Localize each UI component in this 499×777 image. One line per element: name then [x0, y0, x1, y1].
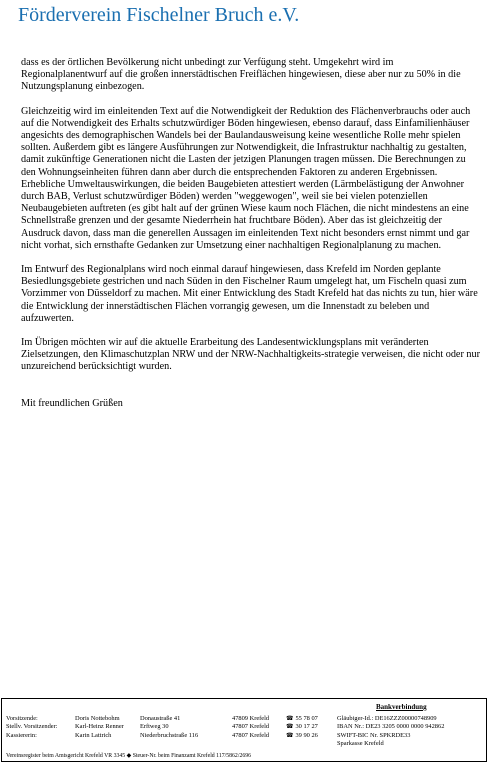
paragraph: Im Entwurf des Regionalplans wird noch einmal darauf hingewiesen, dass Krefeld im Norden geplante Besiedlungsgebiete gestrichen und nach Süden in den Fischelner Raum umgelegt hat, um Fischeln quasi zum Vorzimmer von Düsseldorf zu machen. Mit einer Entwicklung des Stadt Krefeld hat das nichts zu tun, hier wäre die Entwicklung der innerstädtischen Flächen vorrangig gewesen, um die Innenstadt zu beleben und aufzuwerten. — [21, 264, 478, 324]
footer-streets — [140, 715, 198, 740]
footer-phones — [286, 715, 318, 740]
bank-details — [337, 715, 444, 749]
telephone-icon: ☎ — [286, 732, 294, 739]
page-title: Förderverein Fischelner Bruch e.V. — [18, 4, 300, 26]
paragraph: Im Übrigen möchten wir auf die aktuelle Erarbeitung des Landesentwicklungsplans mit veränderten Zielsetzungen, den Klimaschutzplan NRW und der NRW-Nachhaltigkeits-strategie verweisen, die nicht oder nur unzureichend berücksichtigt wurden. — [21, 337, 480, 373]
paragraph: Gleichzeitig wird im einleitenden Text auf die Notwendigkeit der Reduktion des Flächenverbrauchs oder auch auf die Notwendigkeit des Erhalts schutzwürdiger Böden hingewiesen, ebenso darauf, dass Einfamilienhäuser angesichts des demographischen Wandels bei der Baulandausweisung keine wesentliche Rolle mehr spielen sollten. Außerdem gibt es längere Ausführungen zur Notwendigkeit, die Infrastruktur nachhaltig zu gestalten, damit zukünftige Generationen nicht die Lasten der jetzigen Planungen tragen müssen. Die Berechnungen zu den Wohnungseinheiten führen dann aber durch die entsprechenden Faktoren zu anderen Ergebnissen. Erhebliche Umweltauswirkungen, die beiden Baugebieten attestiert werden (Lärmbelästigung der Anwohner durch BAB, Verlust schutzwürdiger Böden) werden "weggewogen", weil sie bei vielen potenziellen Neubaugebieten auftreten (es gibt halt auf der grünen Wiese kaum noch Flächen, die nicht mindestens an eine Schnellstraße grenzen und der gesamte Niederrhein hat fruchtbare Böden). Aber das ist gleichzeitig der Ausdruck davon, dass man die generellen Aussagen im einleitenden Text nicht besonders ernst nimmt und gar nicht vorhat, sich ernsthafte Gedanken zur Umsetzung einer nachhaltigen Regionalplanung zu machen. — [21, 105, 471, 251]
letterhead-footer — [1, 698, 487, 762]
role-label: Vorsitzende: — [6, 715, 38, 722]
registry-note — [6, 752, 251, 760]
street-address: Erftweg 30 — [140, 723, 169, 731]
person-name: Karl-Heinz Renner — [75, 723, 124, 731]
bank-line: Gläubiger-Id.: DE16ZZZ00000748909 — [337, 715, 437, 722]
diamond-icon: ◆ — [126, 752, 132, 759]
street-address: Donaustraße 41 — [140, 715, 181, 722]
bank-line: SWIFT-BIC Nr. SPKRDE33 — [337, 731, 411, 739]
bank-heading: Bankverbindung — [376, 703, 427, 711]
city: 47809 Krefeld — [232, 715, 270, 722]
role-label: Kassiererin: — [6, 731, 37, 739]
paragraph: dass es der örtlichen Bevölkerung nicht unbedingt zur Verfügung steht. Umgekehrt wird im Regionalplanentwurf auf die großen innerstädtischen Freiflächen hingewiesen, diese aber nur zu 50% in die Nutzungsplanung einbezogen. — [21, 57, 461, 93]
registry-court: Vereinsregister beim Amtsgericht Krefeld VR 3345 — [6, 752, 126, 759]
street-address: Niederbruchstraße 116 — [140, 731, 199, 739]
person-name: Doris Nottebohm — [75, 715, 120, 722]
letter-body — [21, 57, 481, 422]
footer-roles — [6, 715, 58, 740]
footer-cities — [232, 715, 269, 740]
closing-greeting: Mit freundlichen Grüßen — [21, 397, 123, 409]
phone-number: 39 90 26 — [295, 731, 318, 739]
person-name: Karin Lattrich — [75, 731, 112, 739]
role-label: Stellv. Vorsitzender: — [6, 723, 58, 731]
phone-number: 55 78 07 — [295, 715, 318, 722]
footer-names — [75, 715, 124, 740]
city: 47807 Krefeld — [232, 731, 270, 739]
telephone-icon: ☎ — [286, 716, 294, 722]
phone-number: 30 17 27 — [295, 723, 318, 731]
telephone-icon: ☎ — [286, 724, 294, 731]
bank-line: Sparkasse Krefeld — [337, 740, 384, 748]
city: 47807 Krefeld — [232, 723, 270, 731]
tax-number: Steuer-Nr. beim Finanzamt Krefeld 117/5862/2696 — [132, 752, 252, 759]
bank-line: IBAN Nr.: DE23 3205 0000 0000 942862 — [337, 723, 445, 731]
